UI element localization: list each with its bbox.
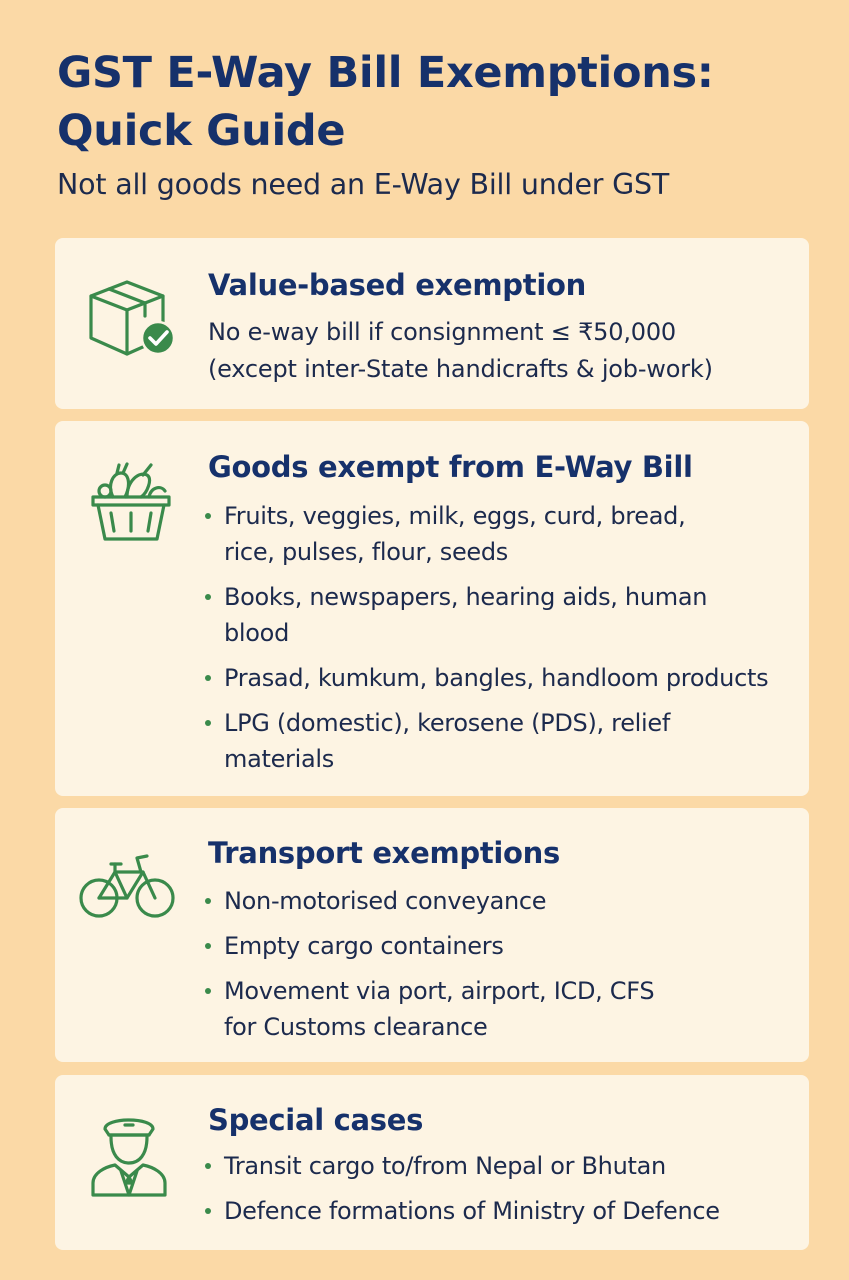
card-heading: Transport exemptions: [208, 836, 560, 870]
list-item: Non-motorised conveyance: [205, 883, 805, 919]
page-title-line-1: GST E-Way Bill Exemptions:: [57, 48, 714, 98]
list-item: Prasad, kumkum, bangles, handloom products: [205, 660, 805, 696]
grocery-basket-icon: [81, 451, 181, 551]
bicycle-icon: [77, 836, 177, 936]
bullet-list: [205, 498, 805, 786]
bullet-dot: [205, 1208, 211, 1214]
list-item: Books, newspapers, hearing aids, human blood: [205, 579, 805, 651]
list-item: Empty cargo containers: [205, 928, 805, 964]
bullet-dot: [205, 720, 211, 726]
card-heading: Goods exempt from E-Way Bill: [208, 450, 693, 484]
card-transport-exemptions: [55, 808, 809, 1062]
card-value-based-exemption: [55, 238, 809, 409]
bullet-dot: [205, 1163, 211, 1169]
page-title-line-2: Quick Guide: [57, 106, 346, 156]
list-item: LPG (domestic), kerosene (PDS), relief materials: [205, 705, 805, 777]
bullet-dot: [205, 513, 211, 519]
list-item: Defence formations of Ministry of Defence: [205, 1193, 805, 1229]
page-subtitle: Not all goods need an E-Way Bill under GST: [57, 168, 670, 201]
bullet-dot: [205, 594, 211, 600]
bullet-list: [205, 883, 805, 1054]
card-text-line-2: (except inter-State handicrafts & job-work): [208, 355, 713, 383]
bullet-list: [205, 1148, 805, 1238]
card-text-line-1: No e-way bill if consignment ≤ ₹50,000: [208, 318, 676, 346]
list-item: Transit cargo to/from Nepal or Bhutan: [205, 1148, 805, 1184]
bullet-dot: [205, 675, 211, 681]
card-special-cases: [55, 1075, 809, 1250]
list-item: Fruits, veggies, milk, eggs, curd, bread, rice, pulses, flour, seeds: [205, 498, 805, 570]
bullet-dot: [205, 988, 211, 994]
list-item: Movement via port, airport, ICD, CFS for Customs clearance: [205, 973, 805, 1045]
officer-icon: [79, 1103, 179, 1203]
bullet-dot: [205, 898, 211, 904]
package-check-icon: [81, 268, 181, 368]
card-heading: Special cases: [208, 1103, 424, 1137]
card-heading: Value-based exemption: [208, 268, 586, 302]
card-goods-exempt: [55, 421, 809, 796]
page-title: [57, 44, 827, 160]
bullet-dot: [205, 943, 211, 949]
